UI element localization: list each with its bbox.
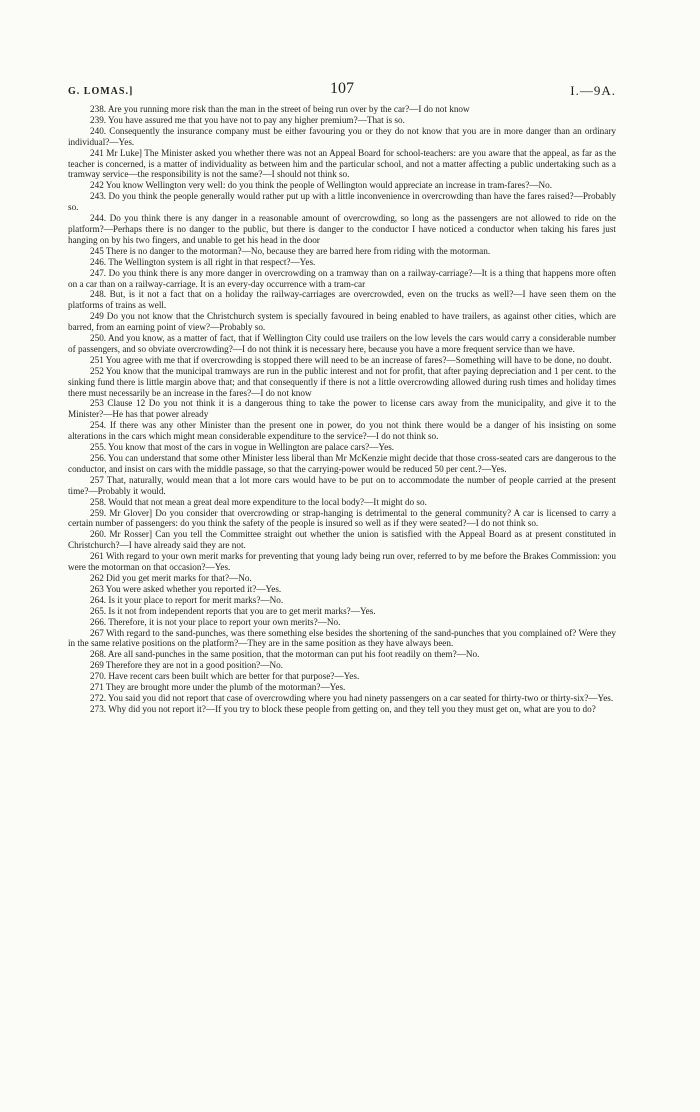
question-paragraph: 243. Do you think the people generally would rather put up with a little inconvenience in overcrowding than have the fares raised?—Probably so. xyxy=(68,191,616,213)
question-paragraph: 244. Do you think there is any danger in a reasonable amount of overcrowding, so long as the passengers are not allowed to ride on the platform?—Perhaps there is no danger to the public, but there is danger to the conductor I have noticed a conductor when taking his fares just hanging on by his two fingers, and unable to get his head in the door xyxy=(68,213,616,245)
minutes-of-evidence xyxy=(68,104,616,715)
question-paragraph: 241 Mr Luke] The Minister asked you whether there was not an Appeal Board for school-teachers: are you aware that the appeal, as far as the teacher is concerned, is a matter of individuality as between him and the particular school, and not a matter affecting a public undertaking such as a tramway service—the responsibility is not the same?—I should not think so. xyxy=(68,147,616,180)
question-paragraph: 271 They are brought more under the plumb of the motorman?—Yes. xyxy=(90,682,346,693)
question-paragraph: 242 You know Wellington very well: do you think the people of Wellington would appreciate an increase in tram-fares?—No. xyxy=(90,180,553,191)
question-paragraph: 257 That, naturally, would mean that a lot more cars would have to be put on to accommodate the number of people carried at the present time?—Probably it would. xyxy=(68,474,616,496)
question-paragraph: 263 You were asked whether you reported it?—Yes. xyxy=(90,583,282,594)
question-paragraph: 245 There is no danger to the motorman?—No, because they are barred here from riding with the motorman. xyxy=(90,245,491,256)
question-paragraph: 252 You know that the municipal tramways are run in the public interest and not for profit, that after paying depreciation and 1 per cent. to the sinking fund there is little margin above that; and that consequently if there is not a little overcrowding allowed during rush times and holiday times there must necessarily be an increase in the fares?—I do not know xyxy=(68,365,616,398)
question-paragraph: 238. Are you running more risk than the man in the street of being run over by the car?—I do not know xyxy=(90,104,470,114)
question-paragraph: 247. Do you think there is any more danger in overcrowding on a tramway than on a railway-carriage?—It is a thing that happens more often on a car than on a railway-carriage. It is an every-day occurrence with a tram-car xyxy=(68,267,616,289)
question-paragraph: 273. Why did you not report it?—If you try to block these people from getting on, and they tell you they must get on, what are you to do? xyxy=(90,703,596,714)
question-paragraph: 258. Would that not mean a great deal more expenditure to the local body?—It might do so. xyxy=(90,496,427,507)
document-page xyxy=(68,0,616,1112)
document-reference: I.—9A. xyxy=(570,83,616,98)
page-header xyxy=(68,80,616,100)
question-paragraph: 269 Therefore they are not in a good position?—No. xyxy=(90,660,283,671)
question-paragraph: 272. You said you did not report that case of overcrowding where you had ninety passengers on a car seated for thirty-two or thirty-six?—Yes. xyxy=(90,692,614,703)
page-number: 107 xyxy=(330,80,354,97)
question-paragraph: 259. Mr Glover] Do you consider that overcrowding or strap-hanging is detrimental to the general community? A car is licensed to carry a certain number of passengers: do you think the safety of the people is insured so well as if they were seated?—I do not think so. xyxy=(68,507,616,529)
question-paragraph: 255. You know that most of the cars in vogue in Wellington are palace cars?—Yes. xyxy=(90,442,395,453)
question-paragraph: 260. Mr Rosser] Can you tell the Committee straight out whether the union is satisfied with the Appeal Board as at present constituted in Christchurch?—I have already said they are not. xyxy=(68,529,616,551)
witness-name: G. LOMAS.] xyxy=(68,86,134,97)
question-paragraph: 268. Are all sand-punches in the same position, that the motorman can put his foot readily on them?—No. xyxy=(90,649,480,660)
question-paragraph: 251 You agree with me that if overcrowding is stopped there will need to be an increase of fares?—Something will have to be done, no doubt. xyxy=(90,354,612,365)
question-paragraph: 266. Therefore, it is not your place to report your own merits?—No. xyxy=(90,616,341,627)
question-paragraph: 246. The Wellington system is all right in that respect?—Yes. xyxy=(90,256,316,267)
question-paragraph: 262 Did you get merit marks for that?—No. xyxy=(90,572,252,583)
question-paragraph: 248. But, is it not a fact that on a holiday the railway-carriages are overcrowded, even on the trucks as well?—I have seen them on the platforms of trains as well. xyxy=(68,289,616,311)
question-paragraph: 265. Is it not from independent reports that you are to get merit marks?—Yes. xyxy=(90,605,376,616)
question-paragraph: 267 With regard to the sand-punches, was there something else besides the shortening of the sand-punches that you complained of? Were they in the same relative positions on the platform?—They are in the same position as they have always been. xyxy=(68,627,616,649)
question-paragraph: 239. You have assured me that you have not to pay any higher premium?—That is so. xyxy=(90,114,405,125)
question-paragraph: 270. Have recent cars been built which are better for that purpose?—Yes. xyxy=(90,671,360,682)
question-paragraph: 250. And you know, as a matter of fact, that if Wellington City could use trailers on the low levels the cars would carry a considerable number of passengers, and so obviate overcrowding?—I do not think it is necessary here, because you have a more frequent service than we have. xyxy=(68,333,616,354)
question-paragraph: 253 Clause 12 Do you not think it is a dangerous thing to take the power to license cars away from the municipality, and give it to the Minister?—He has that power already xyxy=(68,398,616,420)
question-paragraph: 254. If there was any other Minister than the present one in power, do you not think there would be a danger of his insisting on some alterations in the cars which might mean considerable expenditure to the service?—I do not think so. xyxy=(68,420,616,442)
question-paragraph: 264. Is it your place to report for merit marks?—No. xyxy=(90,594,284,605)
question-paragraph: 240. Consequently the insurance company must be either favouring you or they do not know that you are in more danger than an ordinary individual?—Yes. xyxy=(68,125,616,147)
question-paragraph: 249 Do you not know that the Christchurch system is specially favoured in being enabled to have trailers, as against other cities, which are barred, from an earning point of view?—Probably so. xyxy=(68,311,616,333)
question-paragraph: 261 With regard to your own merit marks for preventing that young lady being run over, referred to by me before the Brakes Commission: you were the motorman on that occasion?—Yes. xyxy=(68,551,616,573)
question-paragraph: 256. You can understand that some other Minister less liberal than Mr McKenzie might decide that those cross-seated cars are dangerous to the conductor, and insist on cars with the middle passage, so that the carrying-power would be reduced 50 per cent.?—Yes. xyxy=(68,453,616,474)
